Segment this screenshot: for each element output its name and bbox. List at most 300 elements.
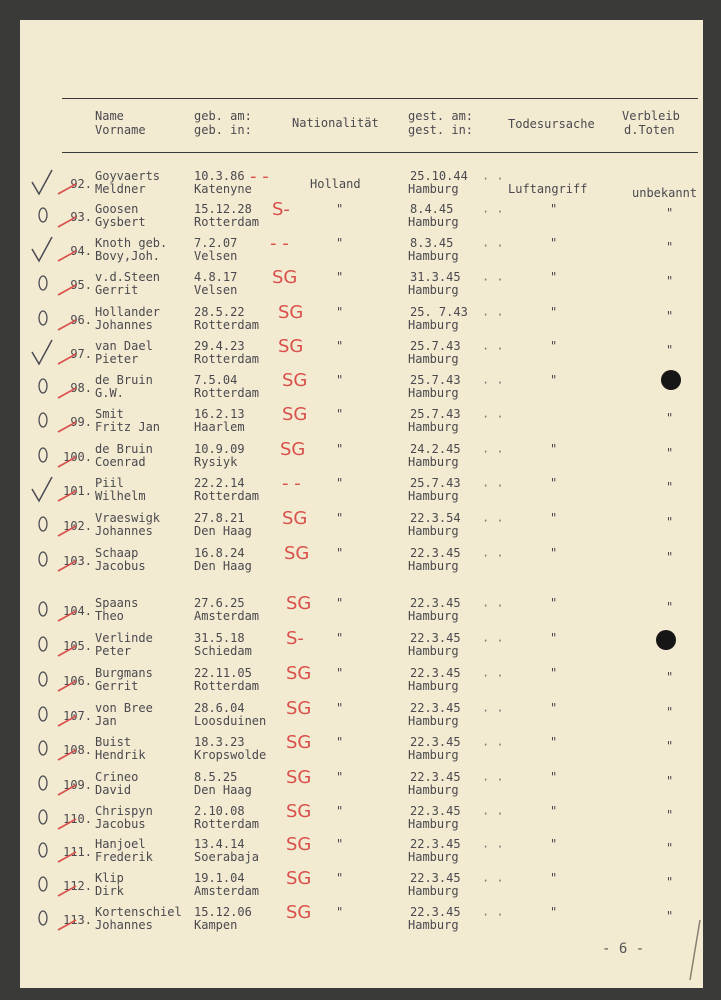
row-gest-am: 22.3.54 <box>410 511 461 525</box>
row-gest-in: Hamburg <box>408 783 459 797</box>
row-gest-in: Hamburg <box>408 714 459 728</box>
check-mark-icon <box>30 475 80 507</box>
punch-hole-top <box>661 370 681 390</box>
zero-mark-icon <box>30 595 80 627</box>
row-gest-in: Hamburg <box>408 850 459 864</box>
dot-leader: · · <box>482 874 504 888</box>
row-verbleib: " <box>666 206 674 220</box>
row-vorname: Peter <box>95 644 132 658</box>
row-gest-in: Hamburg <box>408 489 459 503</box>
row-verbleib: " <box>666 739 674 753</box>
row-vorname: David <box>95 783 132 797</box>
row-nationalitaet: " <box>336 871 344 885</box>
row-vorname: Jacobus <box>95 817 146 831</box>
row-gest-in: Hamburg <box>408 609 459 623</box>
row-geb-am: 27.6.25 <box>194 596 245 610</box>
dot-leader: · · <box>482 840 504 854</box>
red-annotation: SG <box>286 801 312 822</box>
row-geb-in: Katenyne <box>194 182 252 196</box>
row-gest-in: Hamburg <box>408 352 459 366</box>
paper-tear-edge <box>680 910 710 990</box>
row-geb-in: Den Haag <box>194 559 252 573</box>
header-verbleib: Verbleib <box>622 109 680 123</box>
row-gest-in: Hamburg <box>408 386 459 400</box>
header-name: Name <box>95 109 124 123</box>
zero-mark-icon <box>30 406 80 438</box>
row-number: 106. <box>63 674 92 688</box>
row-geb-am: 15.12.06 <box>194 905 252 919</box>
check-mark-icon <box>30 235 80 267</box>
row-number: 97. <box>70 347 92 361</box>
row-gest-in: Hamburg <box>408 318 459 332</box>
row-gest-in: Hamburg <box>408 644 459 658</box>
row-geb-am: 8.5.25 <box>194 770 238 784</box>
row-geb-in: Rotterdam <box>194 679 260 693</box>
check-mark-icon <box>30 338 80 370</box>
row-nationalitaet: " <box>336 511 344 525</box>
row-gest-in: Hamburg <box>408 182 459 196</box>
row-gest-am: 25.7.43 <box>410 476 461 490</box>
row-geb-am: 31.5.18 <box>194 631 245 645</box>
row-gest-am: 25.7.43 <box>410 407 461 421</box>
header-nationalitaet: Nationalität <box>292 116 379 130</box>
row-vorname: Pieter <box>95 352 139 366</box>
row-vorname: Jacobus <box>95 559 146 573</box>
row-gest-in: Hamburg <box>408 559 459 573</box>
row-verbleib: " <box>666 480 674 494</box>
row-number: 103. <box>63 554 92 568</box>
row-todesursache: " <box>550 735 558 749</box>
red-annotation: SG <box>272 267 298 288</box>
red-annotation: SG <box>278 336 304 357</box>
dot-leader: · · <box>482 239 504 253</box>
row-geb-am: 28.5.22 <box>194 305 245 319</box>
row-vorname: Johannes <box>95 918 153 932</box>
row-name: Smit <box>95 407 124 421</box>
row-gest-in: Hamburg <box>408 455 459 469</box>
row-todesursache: " <box>550 631 558 645</box>
row-number: 101. <box>63 484 92 498</box>
row-gest-in: Hamburg <box>408 679 459 693</box>
row-geb-in: Rotterdam <box>194 489 260 503</box>
row-geb-in: Loosduinen <box>194 714 267 728</box>
row-verbleib: " <box>666 670 674 684</box>
red-annotation: SG <box>286 834 312 855</box>
header-geb-in: geb. in: <box>194 123 252 137</box>
row-number: 108. <box>63 743 92 757</box>
row-vorname: Hendrik <box>95 748 146 762</box>
row-verbleib: " <box>666 875 674 889</box>
zero-mark-icon <box>30 269 80 301</box>
row-name: von Bree <box>95 701 153 715</box>
row-verbleib: " <box>666 515 674 529</box>
row-geb-in: Schiedam <box>194 644 252 658</box>
row-nationalitaet: " <box>336 735 344 749</box>
row-todesursache: Luftangriff <box>508 182 588 196</box>
dot-leader: · · <box>482 273 504 287</box>
row-verbleib: " <box>666 841 674 855</box>
punch-hole-bottom <box>656 630 676 650</box>
row-verbleib: " <box>666 309 674 323</box>
header-d-toten: d.Toten <box>624 123 675 137</box>
row-verbleib: unbekannt <box>632 186 698 200</box>
row-geb-in: Rotterdam <box>194 215 260 229</box>
row-nationalitaet: " <box>336 476 344 490</box>
red-annotation: SG <box>286 593 312 614</box>
row-geb-am: 16.8.24 <box>194 546 245 560</box>
dot-leader: · · <box>482 807 504 821</box>
row-nationalitaet: " <box>336 202 344 216</box>
header-geb-am: geb. am: <box>194 109 252 123</box>
row-name: Kortenschiel <box>95 905 182 919</box>
row-gest-am: 8.4.45 <box>410 202 454 216</box>
row-name: Buist <box>95 735 132 749</box>
row-name: v.d.Steen <box>95 270 161 284</box>
row-name: Schaap <box>95 546 139 560</box>
dot-leader: · · <box>482 445 504 459</box>
row-gest-am: 22.3.45 <box>410 804 461 818</box>
row-nationalitaet: " <box>336 407 344 421</box>
row-geb-in: Velsen <box>194 249 238 263</box>
row-name: Piil <box>95 476 124 490</box>
row-verbleib: " <box>666 808 674 822</box>
dot-leader: · · <box>482 773 504 787</box>
row-geb-am: 27.8.21 <box>194 511 245 525</box>
row-number: 96. <box>70 313 92 327</box>
zero-mark-icon <box>30 836 80 868</box>
row-vorname: Wilhelm <box>95 489 146 503</box>
row-geb-am: 15.12.28 <box>194 202 252 216</box>
row-geb-in: Rotterdam <box>194 386 260 400</box>
row-nationalitaet: " <box>336 596 344 610</box>
row-nationalitaet: " <box>336 270 344 284</box>
row-todesursache: " <box>550 236 558 250</box>
row-geb-am: 18.3.23 <box>194 735 245 749</box>
row-vorname: Johannes <box>95 524 153 538</box>
row-verbleib: " <box>666 274 674 288</box>
zero-mark-icon <box>30 803 80 835</box>
row-nationalitaet: " <box>336 905 344 919</box>
row-geb-am: 13.4.14 <box>194 837 245 851</box>
red-annotation: S- <box>286 628 304 649</box>
row-vorname: Gysbert <box>95 215 146 229</box>
check-mark-icon <box>30 168 80 200</box>
row-gest-am: 22.3.45 <box>410 546 461 560</box>
row-gest-am: 22.3.45 <box>410 735 461 749</box>
zero-mark-icon <box>30 372 80 404</box>
row-gest-in: Hamburg <box>408 249 459 263</box>
row-gest-am: 31.3.45 <box>410 270 461 284</box>
row-name: Verlinde <box>95 631 153 645</box>
row-geb-am: 10.9.09 <box>194 442 245 456</box>
row-geb-am: 22.11.05 <box>194 666 252 680</box>
dot-leader: · · <box>482 342 504 356</box>
row-verbleib: " <box>666 343 674 357</box>
row-vorname: Johannes <box>95 318 153 332</box>
row-vorname: Fritz Jan <box>95 420 161 434</box>
dot-leader: · · <box>482 410 504 424</box>
row-number: 110. <box>63 812 92 826</box>
row-vorname: Frederik <box>95 850 153 864</box>
row-number: 93. <box>70 210 92 224</box>
row-nationalitaet: Holland <box>310 177 361 191</box>
header-top-rule <box>62 98 698 99</box>
row-todesursache: " <box>550 596 558 610</box>
row-geb-am: 4.8.17 <box>194 270 238 284</box>
row-verbleib: " <box>666 909 674 923</box>
row-gest-am: 22.3.45 <box>410 666 461 680</box>
row-nationalitaet: " <box>336 305 344 319</box>
row-todesursache: " <box>550 202 558 216</box>
row-number: 112. <box>63 879 92 893</box>
red-annotation: SG <box>286 698 312 719</box>
zero-mark-icon <box>30 441 80 473</box>
row-gest-am: 22.3.45 <box>410 631 461 645</box>
row-number: 95. <box>70 278 92 292</box>
row-geb-in: Rotterdam <box>194 318 260 332</box>
row-geb-am: 29.4.23 <box>194 339 245 353</box>
red-annotation: SG <box>282 508 308 529</box>
row-geb-am: 28.6.04 <box>194 701 245 715</box>
row-vorname: Jan <box>95 714 117 728</box>
header-bottom-rule <box>62 152 698 153</box>
row-todesursache: " <box>550 804 558 818</box>
red-annotation: SG <box>286 732 312 753</box>
red-annotation: SG <box>278 302 304 323</box>
row-gest-am: 25.10.44 <box>410 169 468 183</box>
row-geb-in: Amsterdam <box>194 884 260 898</box>
row-verbleib: " <box>666 774 674 788</box>
row-gest-in: Hamburg <box>408 817 459 831</box>
row-geb-in: Rotterdam <box>194 817 260 831</box>
row-geb-in: Haarlem <box>194 420 245 434</box>
dot-leader: · · <box>482 514 504 528</box>
row-number: 107. <box>63 709 92 723</box>
row-geb-in: Amsterdam <box>194 609 260 623</box>
header-gest-am: gest. am: <box>408 109 474 123</box>
row-verbleib: " <box>666 705 674 719</box>
row-todesursache: " <box>550 871 558 885</box>
row-geb-am: 7.5.04 <box>194 373 238 387</box>
row-nationalitaet: " <box>336 804 344 818</box>
row-name: Klip <box>95 871 124 885</box>
row-nationalitaet: " <box>336 373 344 387</box>
zero-mark-icon <box>30 769 80 801</box>
row-geb-in: Kampen <box>194 918 238 932</box>
row-todesursache: " <box>550 270 558 284</box>
row-name: Chrispyn <box>95 804 153 818</box>
row-name: de Bruin <box>95 373 153 387</box>
row-number: 102. <box>63 519 92 533</box>
row-nationalitaet: " <box>336 339 344 353</box>
row-nationalitaet: " <box>336 442 344 456</box>
dot-leader: · · <box>482 634 504 648</box>
dot-leader: · · <box>482 205 504 219</box>
row-todesursache: " <box>550 305 558 319</box>
dot-leader: · · <box>482 908 504 922</box>
red-annotation: SG <box>282 370 308 391</box>
red-annotation: SG <box>282 404 308 425</box>
row-gest-in: Hamburg <box>408 283 459 297</box>
red-annotation: - - <box>270 233 289 254</box>
row-number: 94. <box>70 244 92 258</box>
zero-mark-icon <box>30 545 80 577</box>
row-vorname: Coenrad <box>95 455 146 469</box>
row-number: 109. <box>63 778 92 792</box>
dot-leader: · · <box>482 704 504 718</box>
red-annotation: SG <box>286 868 312 889</box>
row-vorname: G.W. <box>95 386 124 400</box>
dot-leader: · · <box>482 738 504 752</box>
row-gest-am: 22.3.45 <box>410 701 461 715</box>
dot-leader: · · <box>482 549 504 563</box>
row-gest-am: 25.7.43 <box>410 373 461 387</box>
zero-mark-icon <box>30 304 80 336</box>
row-gest-in: Hamburg <box>408 748 459 762</box>
row-todesursache: " <box>550 511 558 525</box>
header-gest-in: gest. in: <box>408 123 474 137</box>
row-name: Crineo <box>95 770 139 784</box>
row-nationalitaet: " <box>336 666 344 680</box>
zero-mark-icon <box>30 510 80 542</box>
row-geb-am: 19.1.04 <box>194 871 245 885</box>
row-geb-am: 22.2.14 <box>194 476 245 490</box>
header-todesursache: Todesursache <box>508 117 595 131</box>
row-number: 111. <box>63 845 92 859</box>
row-todesursache: " <box>550 905 558 919</box>
row-nationalitaet: " <box>336 770 344 784</box>
row-name: Goosen <box>95 202 139 216</box>
red-annotation: SG <box>284 543 310 564</box>
red-annotation: SG <box>280 439 306 460</box>
row-geb-in: Velsen <box>194 283 238 297</box>
row-gest-am: 22.3.45 <box>410 596 461 610</box>
row-geb-in: Rysiyk <box>194 455 238 469</box>
document-page <box>20 20 703 988</box>
red-annotation: SG <box>286 663 312 684</box>
row-number: 105. <box>63 639 92 653</box>
page-number: - 6 - <box>602 941 645 957</box>
dot-leader: · · <box>482 599 504 613</box>
row-gest-am: 22.3.45 <box>410 905 461 919</box>
row-verbleib: " <box>666 240 674 254</box>
row-geb-am: 16.2.13 <box>194 407 245 421</box>
row-geb-in: Den Haag <box>194 524 252 538</box>
row-todesursache: " <box>550 837 558 851</box>
row-todesursache: " <box>550 442 558 456</box>
row-gest-in: Hamburg <box>408 420 459 434</box>
row-nationalitaet: " <box>336 837 344 851</box>
row-geb-am: 10.3.86 <box>194 169 245 183</box>
zero-mark-icon <box>30 904 80 936</box>
row-verbleib: " <box>666 600 674 614</box>
zero-mark-icon <box>30 700 80 732</box>
row-nationalitaet: " <box>336 546 344 560</box>
row-gest-am: 25. 7.43 <box>410 305 468 319</box>
zero-mark-icon <box>30 201 80 233</box>
row-todesursache: " <box>550 339 558 353</box>
row-name: Knoth geb. <box>95 236 168 250</box>
row-gest-in: Hamburg <box>408 918 459 932</box>
row-vorname: Gerrit <box>95 283 139 297</box>
row-gest-am: 22.3.45 <box>410 770 461 784</box>
red-annotation: - - <box>250 166 269 187</box>
red-annotation: SG <box>286 902 312 923</box>
row-verbleib: " <box>666 446 674 460</box>
row-vorname: Bovy,Joh. <box>95 249 161 263</box>
row-gest-am: 24.2.45 <box>410 442 461 456</box>
row-todesursache: " <box>550 546 558 560</box>
row-number: 98. <box>70 381 92 395</box>
red-annotation: - - <box>282 473 301 494</box>
row-geb-am: 7.2.07 <box>194 236 238 250</box>
row-verbleib: " <box>666 550 674 564</box>
row-geb-in: Rotterdam <box>194 352 260 366</box>
zero-mark-icon <box>30 734 80 766</box>
row-vorname: Meldner <box>95 182 146 196</box>
row-name: Hollander <box>95 305 161 319</box>
row-number: 99. <box>70 415 92 429</box>
red-annotation: S- <box>272 199 290 220</box>
dot-leader: · · <box>482 308 504 322</box>
row-gest-am: 25.7.43 <box>410 339 461 353</box>
row-gest-am: 22.3.45 <box>410 837 461 851</box>
row-verbleib: " <box>666 411 674 425</box>
row-vorname: Dirk <box>95 884 124 898</box>
dot-leader: · · <box>482 376 504 390</box>
zero-mark-icon <box>30 870 80 902</box>
row-name: van Dael <box>95 339 153 353</box>
row-number: 100. <box>63 450 92 464</box>
red-annotation: SG <box>286 767 312 788</box>
row-gest-in: Hamburg <box>408 884 459 898</box>
zero-mark-icon <box>30 665 80 697</box>
row-name: Hanjoel <box>95 837 146 851</box>
row-number: 113. <box>63 913 92 927</box>
zero-mark-icon <box>30 630 80 662</box>
row-vorname: Theo <box>95 609 124 623</box>
row-number: 104. <box>63 604 92 618</box>
row-name: Goyvaerts <box>95 169 161 183</box>
row-name: Vraeswigk <box>95 511 161 525</box>
row-todesursache: " <box>550 373 558 387</box>
row-gest-in: Hamburg <box>408 524 459 538</box>
row-vorname: Gerrit <box>95 679 139 693</box>
row-gest-am: 8.3.45 <box>410 236 454 250</box>
row-nationalitaet: " <box>336 236 344 250</box>
dot-leader: · · <box>482 669 504 683</box>
row-name: de Bruin <box>95 442 153 456</box>
row-todesursache: " <box>550 770 558 784</box>
row-name: Burgmans <box>95 666 153 680</box>
row-geb-in: Soerabaja <box>194 850 260 864</box>
row-todesursache: " <box>550 476 558 490</box>
row-gest-in: Hamburg <box>408 215 459 229</box>
row-geb-in: Kropswolde <box>194 748 267 762</box>
row-number: 92. <box>70 177 92 191</box>
row-todesursache: " <box>550 701 558 715</box>
row-geb-in: Den Haag <box>194 783 252 797</box>
row-geb-am: 2.10.08 <box>194 804 245 818</box>
row-name: Spaans <box>95 596 139 610</box>
row-nationalitaet: " <box>336 701 344 715</box>
dot-leader: · · <box>482 479 504 493</box>
row-gest-am: 22.3.45 <box>410 871 461 885</box>
row-nationalitaet: " <box>336 631 344 645</box>
dot-leader: · · <box>482 172 504 186</box>
header-vorname: Vorname <box>95 123 146 137</box>
row-todesursache: " <box>550 666 558 680</box>
